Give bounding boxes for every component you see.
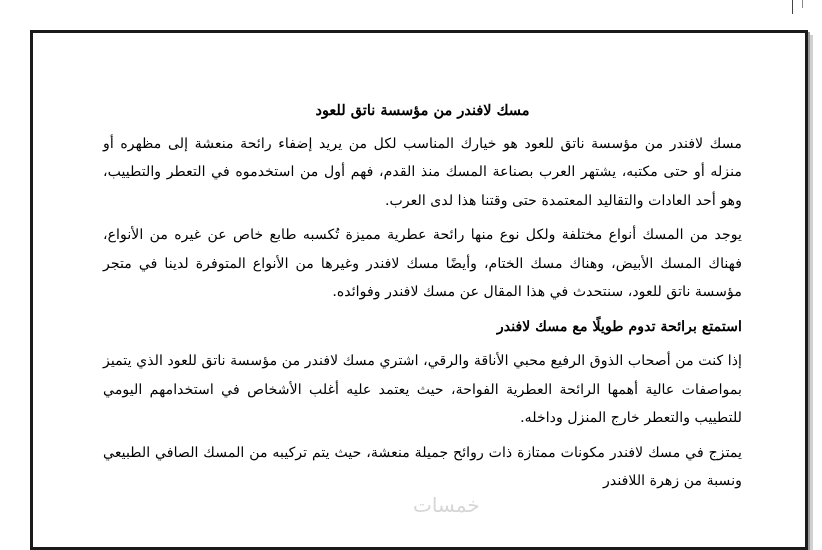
document-title: مسك لافندر من مؤسسة ناتق للعود bbox=[315, 102, 530, 119]
page-corner-mark-secondary bbox=[802, 0, 803, 8]
section-paragraph-1: إذا كنت من أصحاب الذوق الرفيع محبي الأناقة والرقي، اشتري مسك لافندر من مؤسسة ناتق للعود الذي يتميز بمواصفات عالية أهمها الرائحة العطرية الفواحة، حيث يعتمد عليه أغلب الأشخاص في استخدامهم اليومي للتطييب والتعطر خارج المنزل وداخله. bbox=[103, 353, 742, 426]
section-paragraph-2: يمتزج في مسك لافندر مكونات ممتازة ذات روائح جميلة منعشة، حيث يتم تركيبه من المسك الصافي الطبيعي ونسبة من زهرة اللافندر bbox=[103, 444, 742, 489]
watermark-logo: خمسات bbox=[413, 493, 480, 517]
document-page-frame bbox=[30, 30, 808, 550]
page-corner-mark bbox=[792, 0, 793, 14]
section-heading: استمتع برائحة تدوم طويلًا مع مسك لافندر bbox=[496, 318, 742, 335]
body-paragraph-1: مسك لافندر من مؤسسة ناتق للعود هو خيارك المناسب لكل من يريد إضفاء رائحة منعشة إلى مظهره أو منزله أو حتى مكتبه، يشتهر العرب بصناعة المسك منذ القدم، فهم أول من استخدموه في التعطر والتطييب، وهو أحد العادات والتقاليد المعتمدة حتى وقتنا هذا لدى العرب. bbox=[103, 135, 742, 209]
body-paragraph-2: يوجد من المسك أنواع مختلفة ولكل نوع منها رائحة عطرية مميزة تُكسبه طابع خاص عن غيره من الأنواع، فهناك المسك الأبيض، وهناك مسك الختام، وأيضًا مسك لافندر وغيرها من الأنواع المتوفرة لدينا في متجر مؤسسة ناتق للعود، سنتحدث في هذا المقال عن مسك لافندر وفوائده. bbox=[103, 227, 742, 300]
document-body[interactable] bbox=[103, 97, 742, 502]
